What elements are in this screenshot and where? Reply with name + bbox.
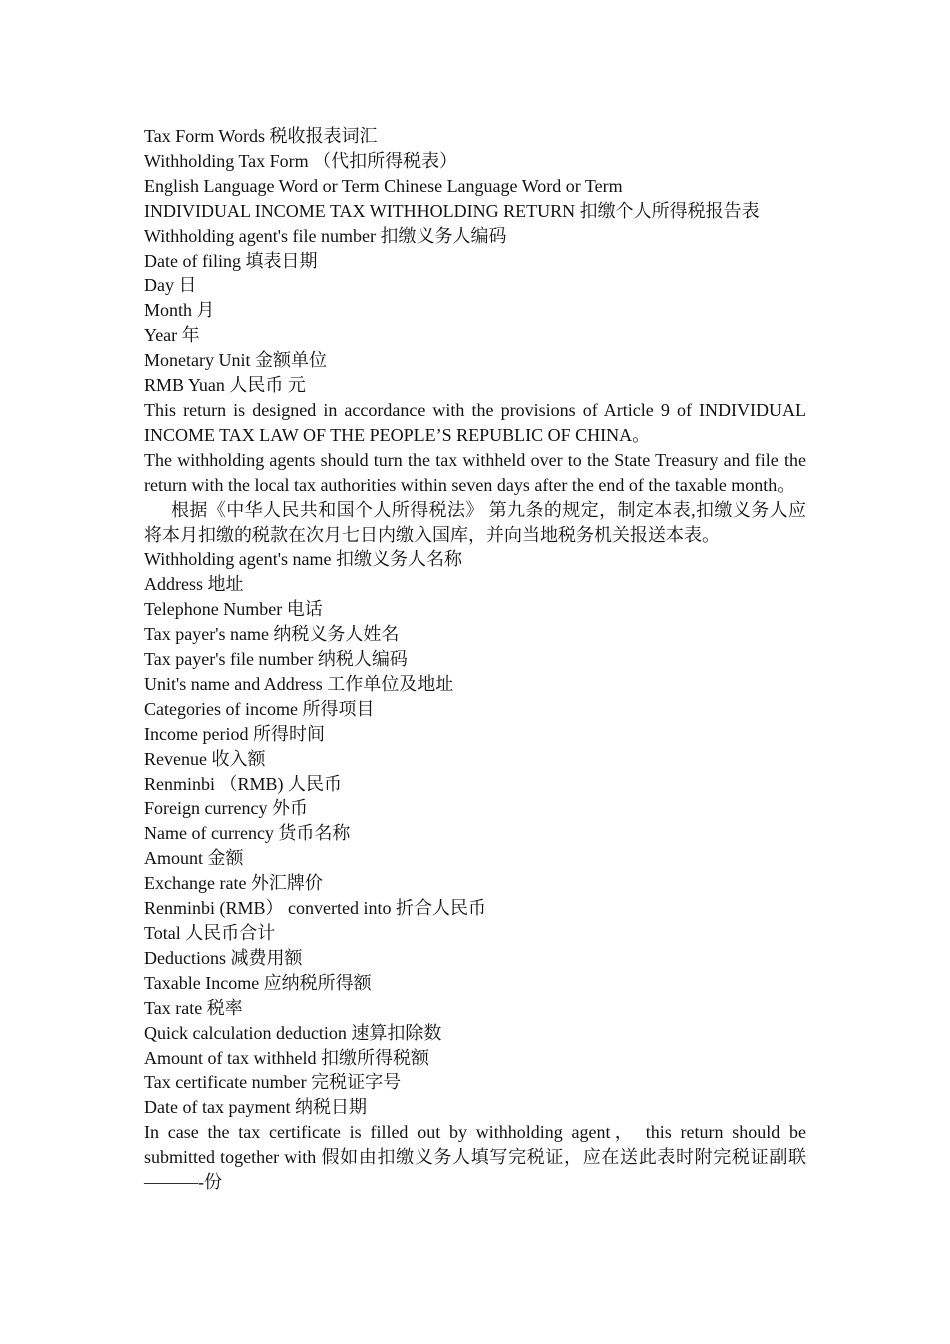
term-line: Day 日 — [144, 275, 197, 296]
term-line: Withholding agent's file number 扣缴义务人编码 — [144, 225, 507, 246]
term-line: Total 人民币合计 — [144, 923, 276, 943]
term-line: Exchange rate 外汇牌价 — [144, 873, 323, 894]
term-line: Monetary Unit 金额单位 — [144, 350, 327, 371]
term-line: RMB Yuan 人民币 元 — [144, 375, 306, 396]
form-name: Withholding Tax Form （代扣所得税表） — [144, 150, 458, 171]
term-line: Renminbi （RMB) 人民币 — [144, 773, 343, 794]
term-line: Telephone Number 电话 — [144, 599, 323, 620]
article-paragraph: This return is designed in accordance with the provisions of Article 9 of INDIVIDUAL INCOME TAX LAW OF THE PEOPLE’S REPUBLIC OF CHINA。 — [144, 399, 806, 445]
term-line: Date of tax payment 纳税日期 — [144, 1097, 367, 1118]
term-line: Categories of income 所得项目 — [144, 698, 375, 719]
doc-title: Tax Form Words 税收报表词汇 — [144, 126, 378, 146]
term-line: Month 月 — [144, 300, 215, 321]
return-title: INDIVIDUAL INCOME TAX WITHHOLDING RETURN 扣缴个人所得税报告表 — [144, 200, 760, 221]
term-line: Withholding agent's name 扣缴义务人名称 — [144, 549, 462, 570]
certificate-paragraph: In case the tax certificate is filled out by withholding agent， this return should be submitted together with 假如由扣缴义务人填写完税证，应在送此表时附完税证副联———-份 — [144, 1122, 806, 1193]
term-line: Date of filing 填表日期 — [144, 250, 318, 271]
term-line: Revenue 收入额 — [144, 748, 266, 769]
term-line: Year 年 — [144, 325, 200, 346]
term-line: Quick calculation deduction 速算扣除数 — [144, 1022, 442, 1043]
term-line: Foreign currency 外币 — [144, 798, 308, 819]
term-line: Renminbi (RMB） converted into 折合人民币 — [144, 898, 486, 919]
term-line: Name of currency 货币名称 — [144, 823, 351, 844]
term-line: Tax rate 税率 — [144, 997, 243, 1018]
term-line: Deductions 减费用额 — [144, 947, 303, 968]
term-line: Amount of tax withheld 扣缴所得税额 — [144, 1047, 429, 1068]
column-heading: English Language Word or Term Chinese Language Word or Term — [144, 175, 623, 196]
document-body — [144, 124, 806, 1195]
term-line: Unit's name and Address 工作单位及地址 — [144, 673, 454, 694]
treasury-paragraph: The withholding agents should turn the tax withheld over to the State Treasury and file the return with the local tax authorities within seven days after the end of the taxable month。 — [144, 449, 806, 495]
term-line: Amount 金额 — [144, 848, 244, 869]
chinese-paragraph: 根据《中华人民共和国个人所得税法》 第九条的规定，制定本表,扣缴义务人应将本月扣缴的税款在次月七日内缴入国库，并向当地税务机关报送本表。 — [144, 499, 806, 545]
term-line: Tax certificate number 完税证字号 — [144, 1072, 402, 1093]
term-line: Tax payer's file number 纳税人编码 — [144, 649, 408, 670]
term-line: Taxable Income 应纳税所得额 — [144, 972, 372, 993]
term-line: Address 地址 — [144, 574, 244, 595]
term-line: Tax payer's name 纳税义务人姓名 — [144, 624, 400, 645]
term-line: Income period 所得时间 — [144, 723, 325, 744]
